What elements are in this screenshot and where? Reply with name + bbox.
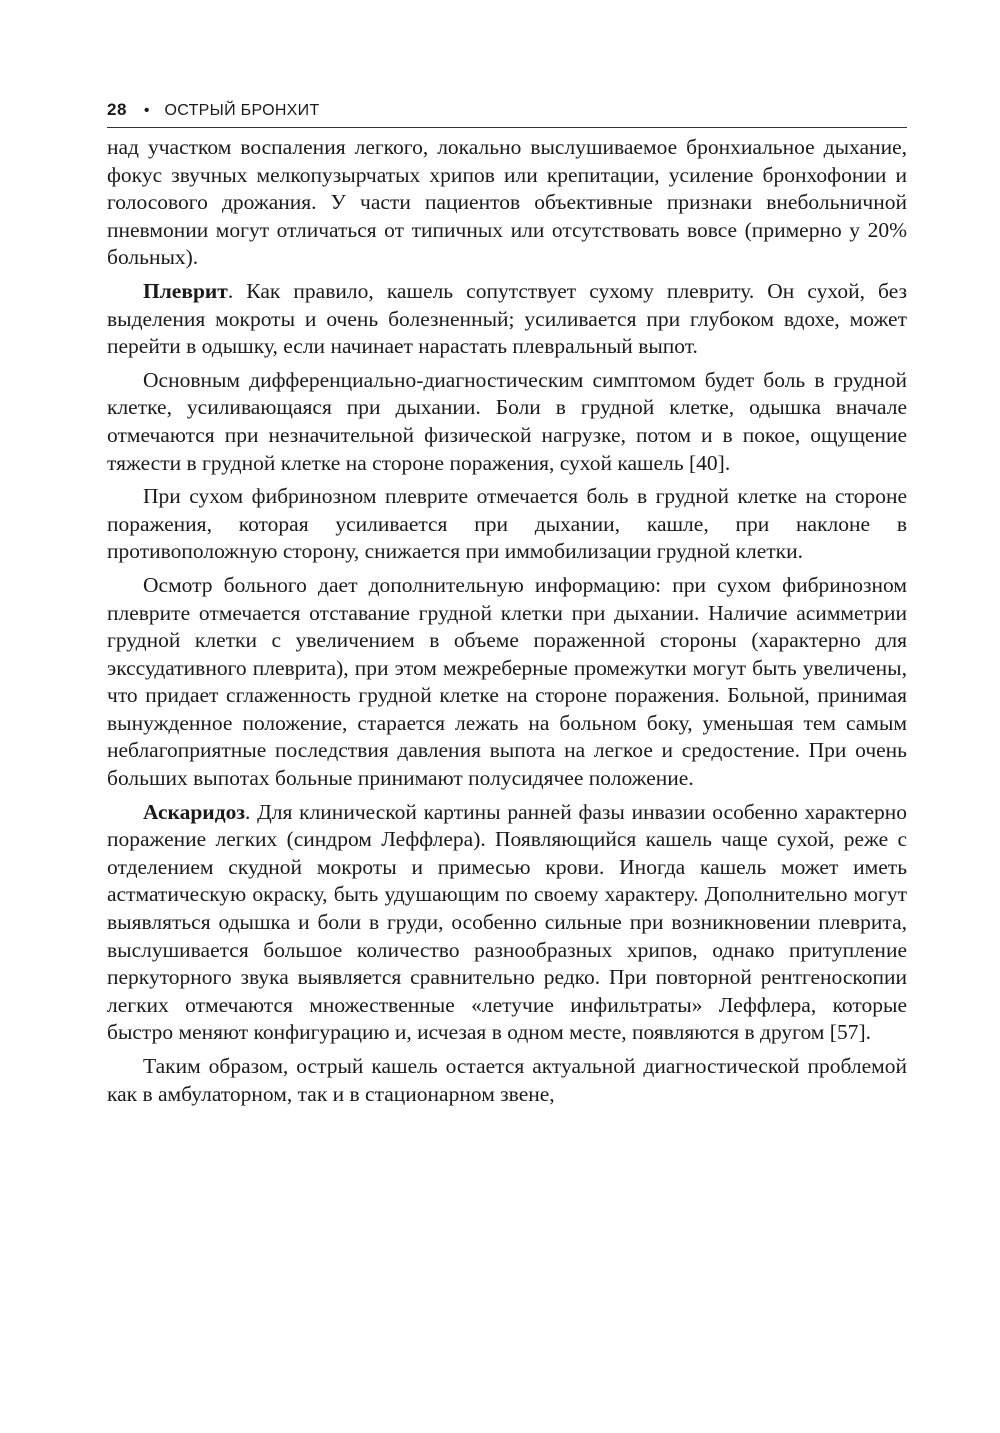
paragraph-text: Основным дифференциально-диагностическим симптомом будет боль в грудной клетке, усиливающаяся при дыхании. Боли в грудной клетке, одышка вначале отмечаются при незначительной физической нагрузке, потом и в покое, ощущение тяжести в грудной клетке на стороне поражения, сухой кашель [40].: [107, 367, 907, 475]
lead-term-ascariasis: Аскаридоз: [143, 799, 245, 824]
running-head: [107, 98, 907, 122]
bullet-separator: •: [143, 102, 150, 119]
body-text: [107, 134, 907, 1108]
paragraph-text: Таким образом, острый кашель остается актуальной диагностической проблемой как в амбулаторном, так и в стационарном звене,: [107, 1054, 907, 1106]
paragraph-text: . Для клинической картины ранней фазы инвазии особенно характерно поражение легких (синдром Леффлера). Появляющийся кашель чаще сухой, реже с отделением скудной мокроты и примесью крови. Иногда кашель может иметь астматическую окраску, быть удушающим по своему характеру. Дополнительно могут выявляться одышка и боли в груди, особенно сильные при возникновении плеврита, выслушивается большое количество разнообразных хрипов, однако притупление перкуторного звука выявляется сравнительно редко. При повторной рентгеноскопии легких отмечаются множественные «летучие инфильтраты» Леффлера, которые быстро меняют конфигурацию и, исчезая в одном месте, появляются в другом [57].: [107, 799, 907, 1045]
header-rule: [107, 127, 907, 128]
lead-term-pleurisy: Плеврит: [143, 278, 228, 303]
section-title: ОСТРЫЙ БРОНХИТ: [164, 102, 320, 119]
book-page: [107, 98, 907, 1108]
paragraph-pleurisy: [107, 278, 907, 361]
paragraph-text: При сухом фибринозном плеврите отмечается боль в грудной клетке на стороне поражения, которая усиливается при дыхании, кашле, при наклоне в противоположную сторону, снижается при иммобилизации грудной клетки.: [107, 484, 907, 564]
page-number: 28: [107, 100, 127, 119]
paragraph-text: над участком воспаления легкого, локально выслушиваемое бронхиальное дыхание, фокус звучных мелкопузырчатых хрипов или крепитации, усиление бронхофонии и голосового дрожания. У части пациентов объективные признаки внебольничной пневмонии могут отличаться от типичных или отсутствовать вовсе (примерно у 20% больных).: [107, 135, 907, 270]
paragraph-ascariasis: [107, 799, 907, 1047]
paragraph-text: . Как правило, кашель сопутствует сухому плевриту. Он сухой, без выделения мокроты и очень болезненный; усиливается при глубоком вдохе, может перейти в одышку, если начинает нарастать плевральный выпот.: [107, 278, 907, 359]
paragraph-text: Осмотр больного дает дополнительную информацию: при сухом фибринозном плеврите отмечается отставание грудной клетки при дыхании. Наличие асимметрии грудной клетки с увеличением в объеме пораженной стороны (характерно для экссудативного плеврита), при этом межреберные промежутки могут быть увеличены, что придает сглаженность грудной клетке на стороне поражения. Больной, принимая вынужденное положение, старается лежать на больном боку, уменьшая тем самым неблагоприятные последствия давления выпота на легкое и средостение. При очень больших выпотах больные принимают полусидячее положение.: [107, 572, 907, 791]
paragraph-dry-pleurisy: [107, 483, 907, 566]
paragraph-conclusion: [107, 1053, 907, 1108]
paragraph-pneumonia-signs: [107, 134, 907, 272]
paragraph-diagnostic-symptom: [107, 367, 907, 477]
paragraph-examination: [107, 572, 907, 793]
